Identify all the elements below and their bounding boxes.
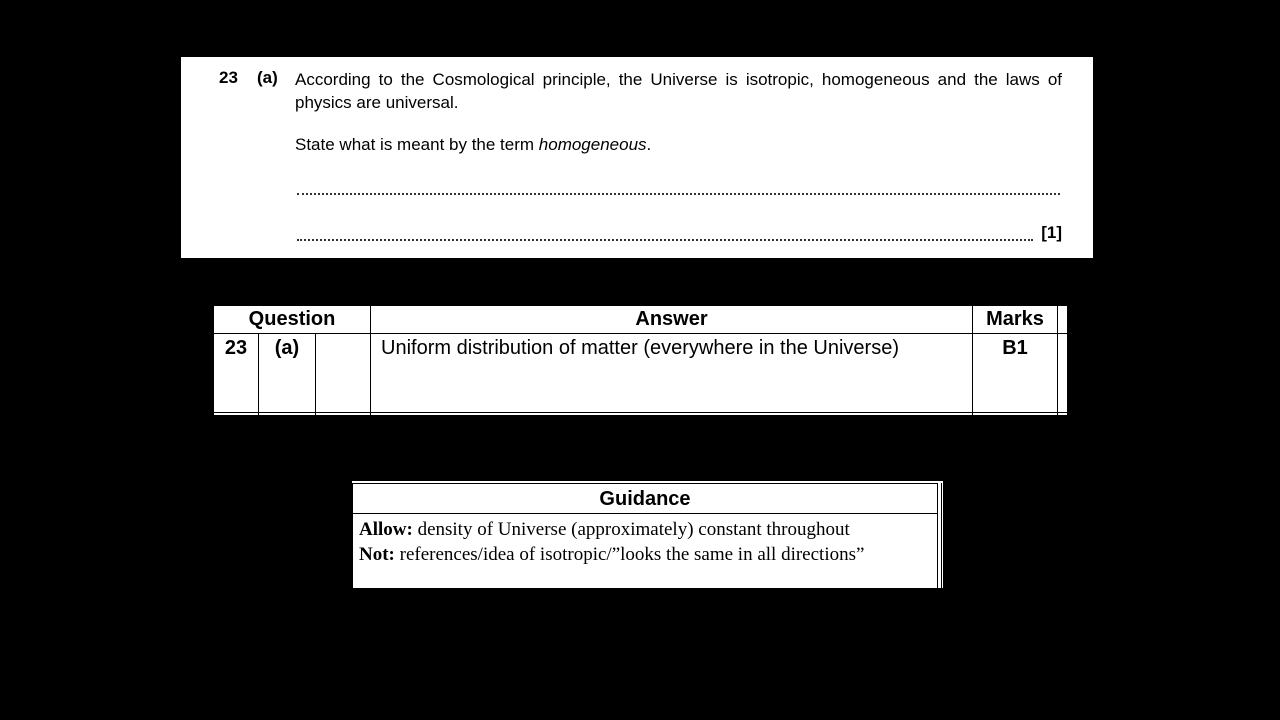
allow-label: Allow:: [359, 519, 413, 540]
row-marks: B1: [973, 334, 1058, 413]
answer-line-1: [297, 193, 1060, 195]
instruction-suffix: .: [646, 135, 652, 154]
row-answer: Uniform distribution of matter (everywhere in the Universe): [371, 334, 973, 413]
guidance-box: [352, 481, 943, 588]
guidance-title: Guidance: [353, 484, 937, 514]
not-text: references/idea of isotropic/”looks the same in all directions”: [394, 544, 865, 565]
row-question-sub: [316, 334, 371, 413]
table-row: [214, 334, 1068, 413]
mark-scheme-table: [213, 305, 1067, 415]
row-question-number: 23: [214, 334, 259, 413]
guidance-table: [352, 483, 938, 588]
table-row-cutoff: [214, 413, 1068, 416]
question-text: According to the Cosmological principle, the Universe is isotropic, homogeneous and the laws of physics are universal.: [295, 70, 1062, 112]
instruction-term: homogeneous: [538, 135, 647, 154]
guidance-body: [353, 514, 937, 567]
question-marks: [1]: [1041, 223, 1062, 242]
question-number: 23: [219, 68, 238, 87]
guidance-allow: [359, 517, 937, 542]
guidance-not: [359, 542, 937, 567]
mark-scheme-grid: [213, 305, 1067, 415]
answer-line-2: [297, 239, 1033, 241]
header-answer: Answer: [371, 306, 973, 334]
header-marks: Marks: [973, 306, 1058, 334]
instruction-prefix: State what is meant by the term: [295, 135, 539, 154]
question-instruction: [295, 133, 651, 156]
guidance-right-border: [937, 483, 942, 588]
question-part: (a): [257, 68, 278, 87]
mark-scheme-header-row: [214, 306, 1068, 334]
allow-text: density of Universe (approximately) constant throughout: [412, 519, 850, 540]
question-panel: [181, 57, 1093, 258]
not-label: Not:: [359, 544, 395, 565]
header-question: Question: [214, 306, 371, 334]
header-spacer: [1058, 306, 1067, 334]
row-question-part: (a): [259, 334, 316, 413]
row-spacer: [1058, 334, 1067, 413]
